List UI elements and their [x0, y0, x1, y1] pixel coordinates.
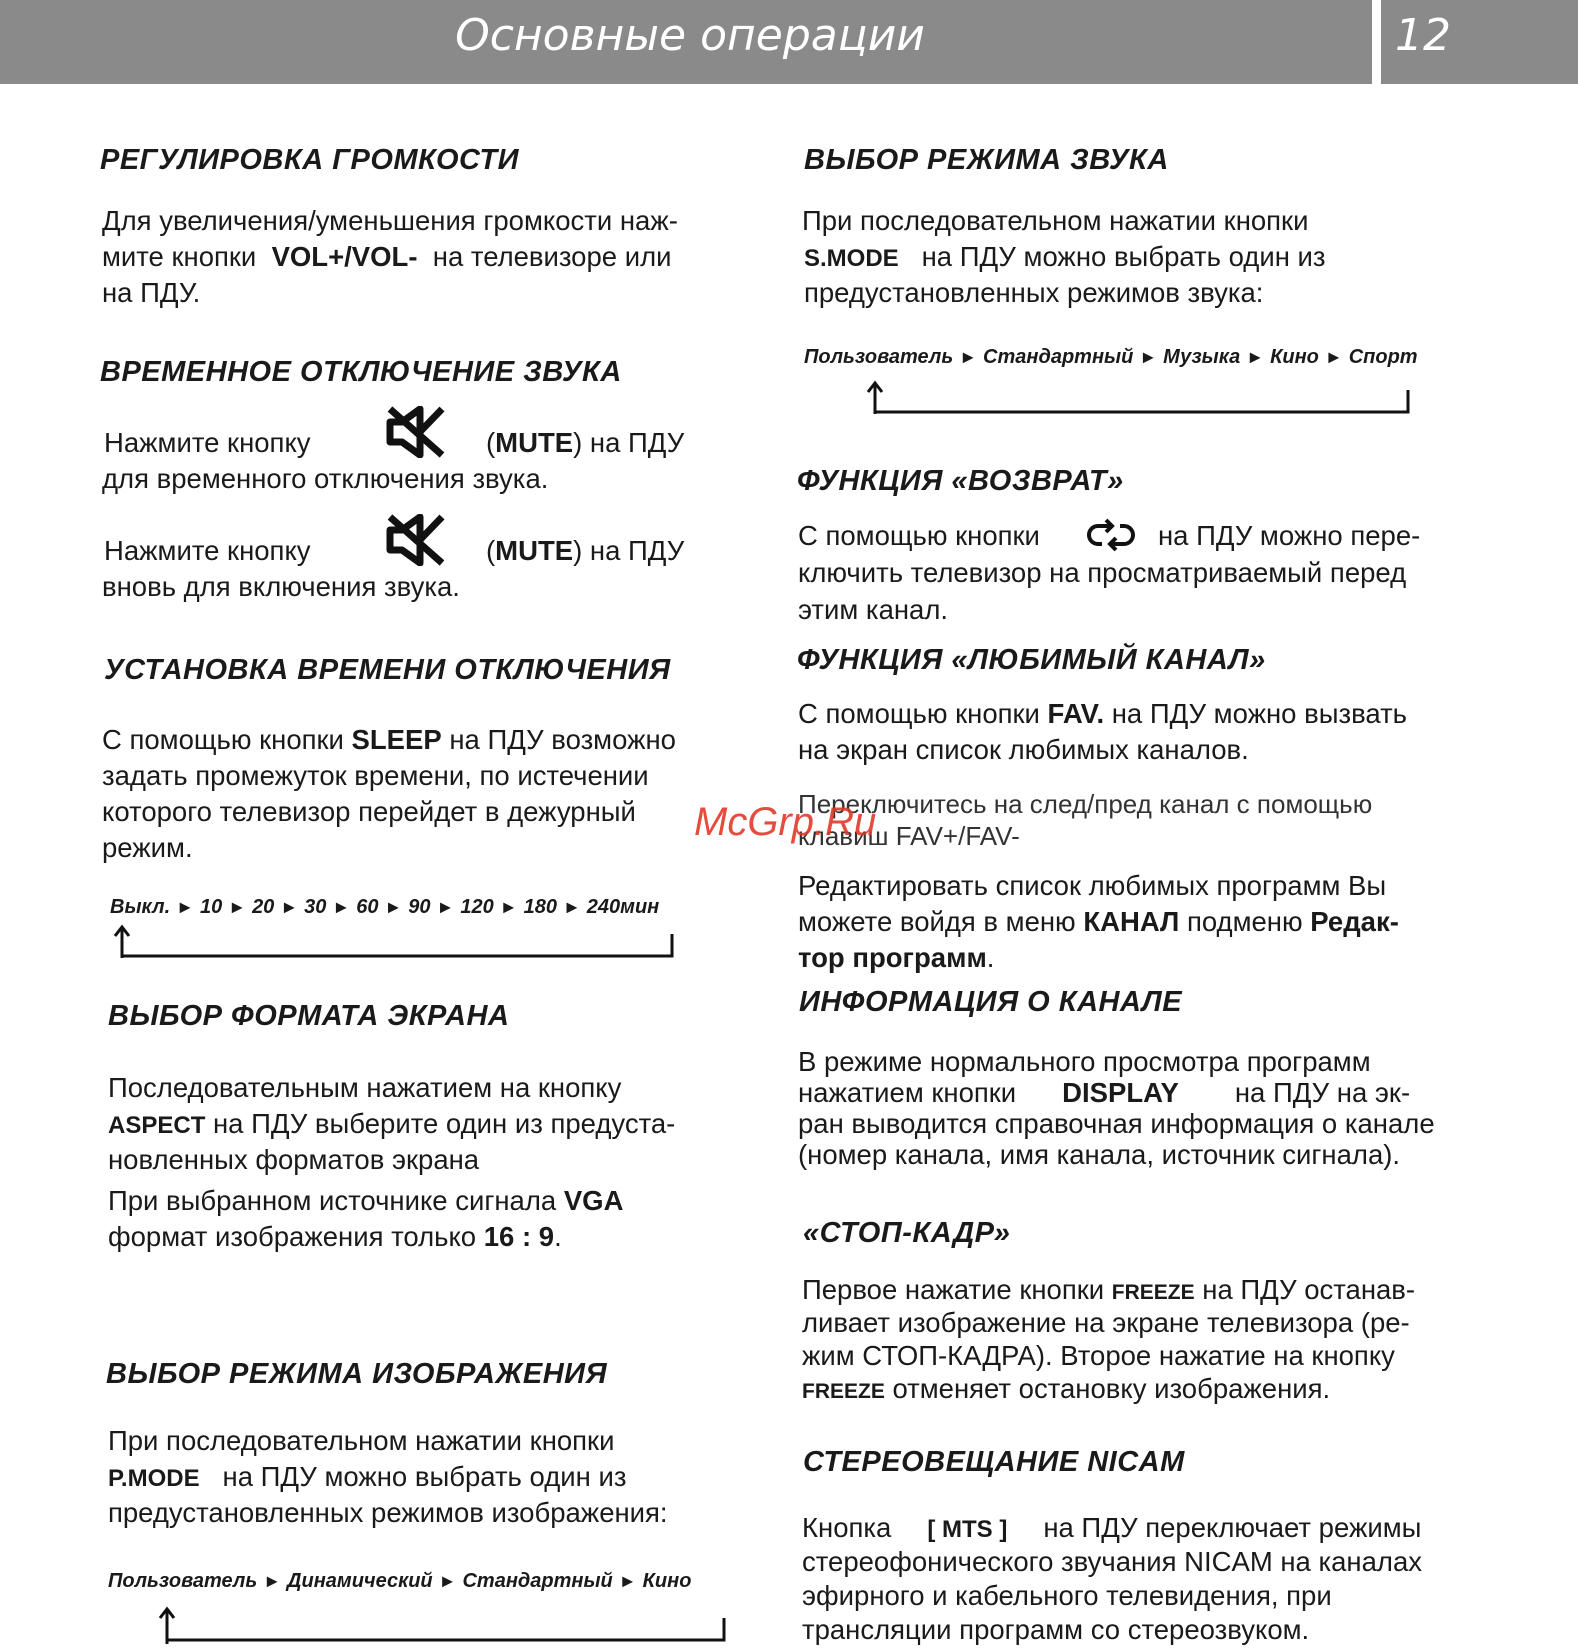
freeze-text-line: жим СТОП-КАДРА). Второе нажатие на кнопку: [802, 1340, 1395, 1371]
sequence-item: 20: [252, 896, 275, 918]
sequence-item: 10: [199, 896, 223, 918]
freeze-heading: «СТОП-КАДР»: [803, 1217, 1011, 1249]
sequence-arrow-icon: ►: [618, 1571, 637, 1591]
nicam-text-line: эфирного и кабельного телевидения, при: [802, 1580, 1332, 1611]
fav-text-line: Переключитесь на след/пред канал с помощью: [798, 789, 1373, 819]
sequence-arrow-icon: ►: [280, 897, 299, 917]
sequence-arrow-icon: ►: [332, 897, 351, 917]
sequence-arrow-icon: ►: [436, 897, 455, 917]
sequence-item: Кино: [1270, 346, 1319, 368]
return-heading: ФУНКЦИЯ «ВОЗВРАТ»: [797, 465, 1124, 497]
sequence-item: Выкл.: [110, 896, 171, 918]
sequence-item: Динамический: [287, 1570, 433, 1592]
info-heading: ИНФОРМАЦИЯ О КАНАЛЕ: [799, 986, 1183, 1018]
mute-text-line: (MUTE) на ПДУ: [486, 427, 685, 458]
volume-text-line: Для увеличения/уменьшения громкости наж-: [102, 205, 678, 236]
sequence-item: 240мин: [586, 896, 660, 918]
picture-mode-cycle-arrow: [152, 1606, 734, 1644]
sequence-item: Кино: [642, 1570, 692, 1592]
volume-text-line: мите кнопки VOL+/VOL- на телевизоре или: [102, 241, 672, 272]
mute-heading: ВРЕМЕННОЕ ОТКЛЮЧЕНИЕ ЗВУКА: [100, 356, 622, 388]
sequence-arrow-icon: ►: [438, 1571, 457, 1591]
unmute-text-line: Нажмите кнопку: [104, 535, 311, 566]
fav-text-line: можете войдя в меню КАНАЛ подменю Редак-: [798, 906, 1399, 937]
fav-heading: ФУНКЦИЯ «ЛЮБИМЫЙ КАНАЛ»: [797, 644, 1266, 676]
page-number: 12: [1395, 10, 1451, 61]
return-text-line: ключить телевизор на просматриваемый перед: [798, 557, 1407, 588]
fav-text-line: тор программ.: [798, 942, 995, 973]
freeze-text-line: Первое нажатие кнопки FREEZE на ПДУ останав-: [802, 1274, 1416, 1305]
sleep-text-line: С помощью кнопки SLEEP на ПДУ возможно: [102, 724, 676, 755]
sleep-text-line: которого телевизор перейдет в дежурный: [102, 796, 636, 827]
sleep-heading: УСТАНОВКА ВРЕМЕНИ ОТКЛЮЧЕНИЯ: [104, 654, 671, 686]
sequence-arrow-icon: ►: [1324, 347, 1343, 367]
volume-heading: РЕГУЛИРОВКА ГРОМКОСТИ: [100, 144, 519, 176]
sequence-arrow-icon: ►: [562, 897, 581, 917]
return-text-line: на ПДУ можно пере-: [1158, 520, 1421, 551]
aspect-text-line: При выбранном источнике сигнала VGA: [108, 1185, 624, 1216]
sequence-item: Спорт: [1348, 346, 1418, 368]
sequence-arrow-icon: ►: [1246, 347, 1265, 367]
sleep-cycle-arrow: [112, 924, 678, 962]
sequence-item: Пользователь: [804, 346, 954, 368]
sequence-arrow-icon: ►: [176, 897, 194, 917]
freeze-text-line: ливает изображение на экране телевизора (ре-: [802, 1307, 1410, 1338]
sleep-timer-sequence: [110, 896, 659, 919]
sequence-item: 30: [304, 896, 327, 918]
fav-text-line: Редактировать список любимых программ Вы: [798, 870, 1387, 901]
info-text-line: ран выводится справочная информация о канале: [798, 1108, 1435, 1139]
sequence-item: 120: [460, 896, 494, 918]
sequence-item: Пользователь: [108, 1570, 258, 1592]
unmute-text-line: (MUTE) на ПДУ: [486, 535, 685, 566]
mute-speaker-icon: [386, 514, 450, 566]
sound-mode-cycle-arrow: [860, 380, 1414, 418]
smode-text-line: При последовательном нажатии кнопки: [802, 205, 1309, 236]
pmode-text-line: P.MODE на ПДУ можно выбрать один из: [108, 1461, 627, 1492]
sequence-item: Стандартный: [462, 1570, 613, 1592]
info-text-line: В режиме нормального просмотра программ: [798, 1046, 1371, 1077]
smode-text-line: предустановленных режимов звука:: [804, 277, 1264, 308]
nicam-text-line: стереофонического звучания NICAM на каналах: [802, 1546, 1422, 1577]
mute-text-line: для временного отключения звука.: [102, 463, 549, 494]
aspect-text-line: Последовательным нажатием на кнопку: [108, 1072, 622, 1103]
freeze-text-line: FREEZE отменяет остановку изображения.: [802, 1373, 1331, 1404]
watermark: McGrp.Ru: [694, 800, 877, 844]
sequence-arrow-icon: ►: [228, 897, 247, 917]
nicam-heading: СТЕРЕОВЕЩАНИЕ NICAM: [803, 1446, 1185, 1478]
smode-heading: ВЫБОР РЕЖИМА ЗВУКА: [804, 144, 1169, 176]
sleep-text-line: задать промежуток времени, по истечении: [102, 760, 649, 791]
sequence-item: 90: [408, 896, 431, 918]
sequence-arrow-icon: ►: [1139, 347, 1158, 367]
picture-mode-sequence: [108, 1570, 691, 1593]
aspect-text-line: ASPECT на ПДУ выберите один из предуста-: [108, 1108, 676, 1139]
pmode-text-line: При последовательном нажатии кнопки: [108, 1425, 615, 1456]
sequence-item: 180: [523, 896, 557, 918]
sequence-arrow-icon: ►: [263, 1571, 282, 1591]
nicam-text-line: Кнопка [ MTS ] на ПДУ переключает режимы: [802, 1512, 1422, 1543]
sleep-text-line: режим.: [102, 832, 193, 863]
nicam-text-line: трансляции программ со стереозвуком.: [802, 1614, 1310, 1645]
sequence-item: 60: [356, 896, 379, 918]
aspect-heading: ВЫБОР ФОРМАТА ЭКРАНА: [108, 1000, 510, 1032]
info-text-line: (номер канала, имя канала, источник сигнала).: [798, 1139, 1401, 1170]
mute-text-line: Нажмите кнопку: [104, 427, 311, 458]
page-title: Основные операции: [455, 10, 925, 61]
aspect-text-line: новленных форматов экрана: [108, 1144, 480, 1175]
return-arrows-icon: [1086, 518, 1136, 552]
aspect-text-line: формат изображения только 16 : 9.: [108, 1221, 562, 1252]
mute-speaker-icon: [386, 406, 450, 458]
smode-text-line: S.MODE на ПДУ можно выбрать один из: [804, 241, 1326, 272]
pmode-text-line: предустановленных режимов изображения:: [108, 1497, 668, 1528]
sound-mode-sequence: [804, 346, 1418, 369]
fav-text-line: С помощью кнопки FAV. на ПДУ можно вызвать: [798, 698, 1407, 729]
info-text-line: нажатием кнопки DISPLAY на ПДУ на эк-: [798, 1077, 1411, 1108]
return-text-line: С помощью кнопки: [798, 520, 1040, 551]
unmute-text-line: вновь для включения звука.: [102, 571, 460, 602]
sequence-item: Стандартный: [983, 346, 1134, 368]
pmode-heading: ВЫБОР РЕЖИМА ИЗОБРАЖЕНИЯ: [106, 1358, 608, 1390]
return-text-line: этим канал.: [798, 594, 949, 625]
sequence-arrow-icon: ►: [959, 347, 978, 367]
volume-text-line: на ПДУ.: [102, 277, 201, 308]
fav-text-line: клавиш FAV+/FAV-: [798, 821, 1020, 851]
sequence-arrow-icon: ►: [384, 897, 403, 917]
sequence-item: Музыка: [1163, 346, 1241, 368]
sequence-arrow-icon: ►: [499, 897, 518, 917]
fav-text-line: на экран список любимых каналов.: [798, 734, 1249, 765]
